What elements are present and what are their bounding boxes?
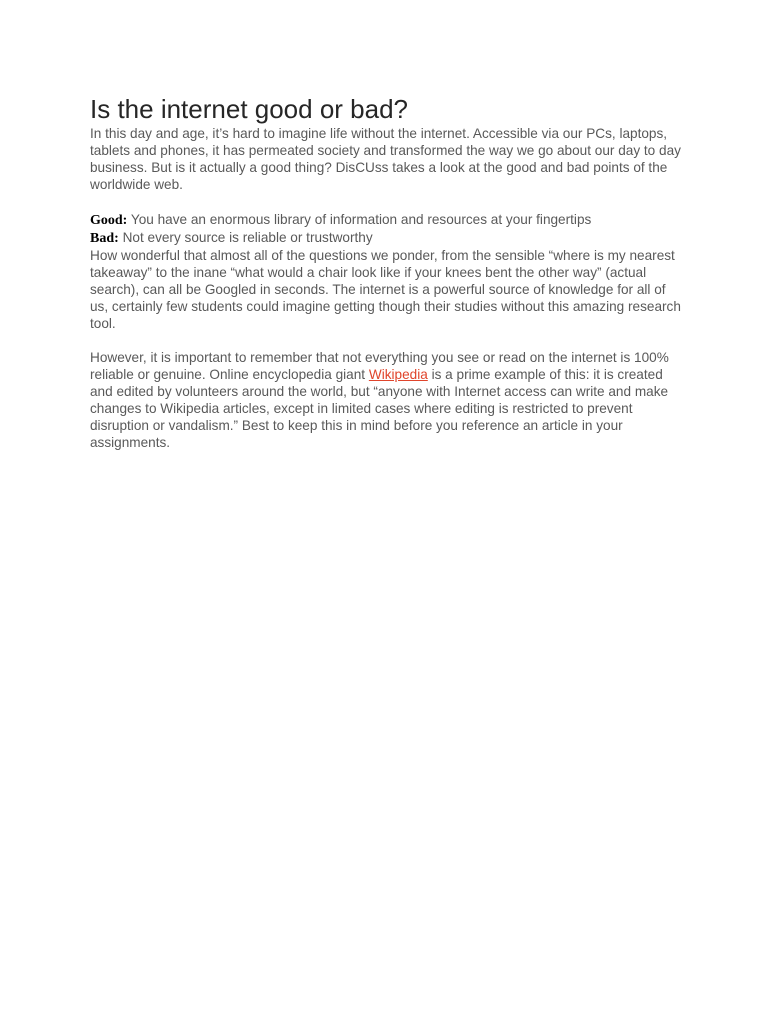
good-bad-section	[90, 211, 682, 247]
para2-text-before: However, it is important to remember that not everything you see or read on the internet is 100% reliable or genuine. Online encyclopedia giant	[90, 350, 669, 382]
body-paragraph-2	[90, 349, 682, 451]
bad-text: Not every source is reliable or trustworthy	[118, 230, 373, 245]
body-paragraph-1: How wonderful that almost all of the questions we ponder, from the sensible “where is my nearest takeaway” to the inane “what would a chair look like if your knees bent the other way” (actual search), can all be Googled in seconds. The internet is a powerful source of knowledge for all of us, certainly few students could imagine getting though their studies without this amazing research tool.	[90, 248, 681, 331]
good-line	[90, 211, 682, 229]
good-label: Good:	[90, 213, 128, 228]
intro-paragraph: In this day and age, it’s hard to imagine life without the internet. Accessible via our PCs, laptops, tablets and phones, it has permeated society and transformed the way we go about our day to day business. But is it actually a good thing? DisCUss takes a look at the good and bad points of the worldwide web.	[90, 126, 681, 192]
bad-label: Bad:	[90, 231, 119, 246]
good-text: You have an enormous library of information and resources at your fingertips	[127, 212, 592, 227]
document-page	[90, 93, 682, 451]
para2-text-after: is a prime example of this: it is created and edited by volunteers around the world, but “anyone with Internet access can write and make changes to Wikipedia articles, except in limited cases where editing is restricted to prevent disruption or vandalism.” Best to keep this in mind before you reference an article in your assignments.	[90, 367, 669, 450]
wikipedia-link[interactable]: Wikipedia	[368, 367, 428, 382]
bad-line	[90, 229, 682, 247]
document-title: Is the internet good or bad?	[90, 94, 409, 124]
